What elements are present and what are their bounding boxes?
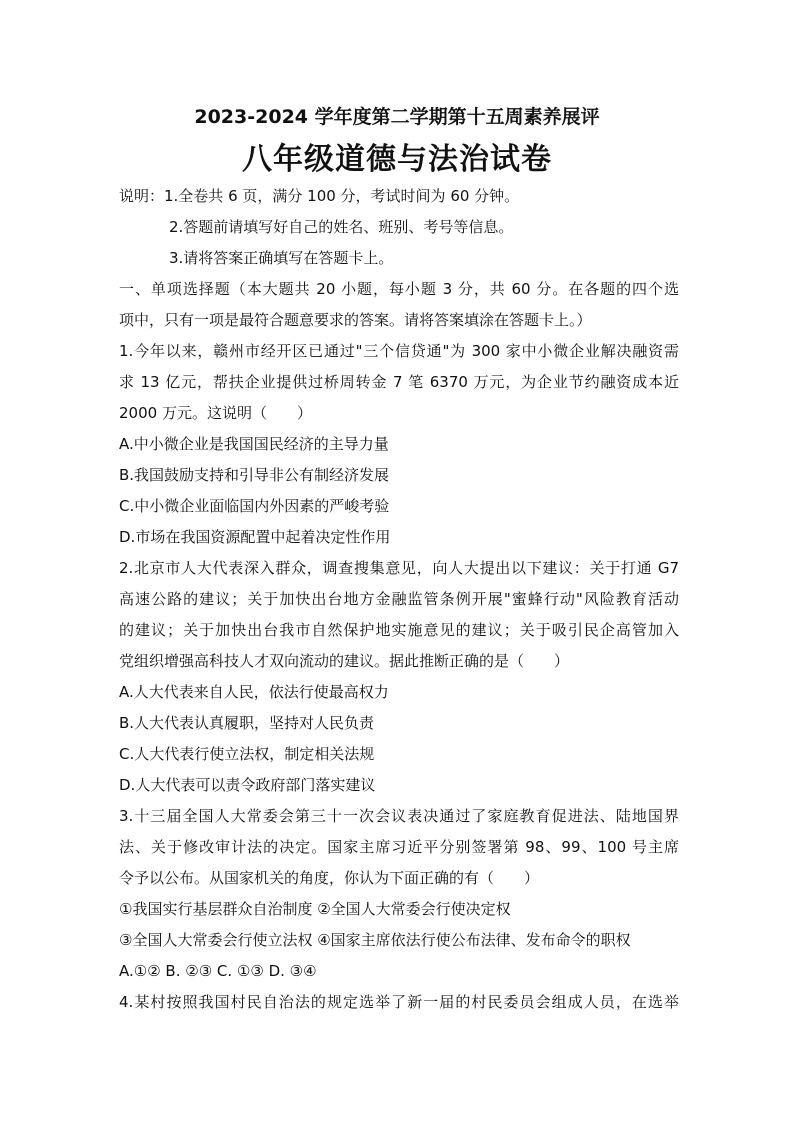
question-1-option-d: D.市场在我国资源配置中起着决定性作用 xyxy=(119,528,391,546)
question-2-stem: 党组织增强高科技人才双向流动的建议。据此推断正确的是（ ） xyxy=(119,652,570,670)
question-4-stem: 4.某村按照我国村民自治法的规定选举了新一届的村民委员会组成人员，在选举 xyxy=(119,993,679,1011)
instruction-line: 2.答题前请填写好自己的姓名、班别、考号等信息。 xyxy=(169,218,514,236)
question-1-option-c: C.中小微企业面临国内外因素的严峻考验 xyxy=(119,497,390,515)
question-3-stem: 法、关于修改审计法的决定。国家主席习近平分别签署第 98、99、100 号主席 xyxy=(119,838,679,856)
question-2-stem: 的建议；关于加快出台我市自然保护地实施意见的建议；关于吸引民企高管加入 xyxy=(119,621,679,639)
question-1-stem: 求 13 亿元，帮扶企业提供过桥周转金 7 笔 6370 万元，为企业节约融资成本近 xyxy=(119,373,679,391)
question-2-option-c: C.人大代表行使立法权，制定相关法规 xyxy=(119,745,375,763)
question-3-choices: A.①② B. ②③ C. ①③ D. ③④ xyxy=(119,962,317,980)
question-2-stem: 2.北京市人大代表深入群众，调查搜集意见，向人大提出以下建议：关于打通 G7 xyxy=(119,559,679,577)
instruction-line: 3.请将答案正确填写在答题卡上。 xyxy=(169,249,394,267)
exam-subtitle: 2023-2024 学年度第二学期第十五周素养展评 xyxy=(194,106,600,128)
question-3-stem: 3.十三届全国人大常委会第三十一次会议表决通过了家庭教育促进法、陆地国界 xyxy=(119,807,679,825)
question-3-statements: ①我国实行基层群众自治制度 ②全国人大常委会行使决定权 xyxy=(119,900,511,918)
question-2-option-d: D.人大代表可以责令政府部门落实建议 xyxy=(119,776,376,794)
section-heading: 一、单项选择题（本大题共 20 小题，每小题 3 分，共 60 分。在各题的四个选 xyxy=(119,280,679,298)
question-2-stem: 高速公路的建议；关于加快出台地方金融监管条例开展"蜜蜂行动"风险教育活动 xyxy=(119,590,679,608)
instruction-line: 说明：1.全卷共 6 页，满分 100 分，考试时间为 60 分钟。 xyxy=(119,187,520,205)
question-1-option-b: B.我国鼓励支持和引导非公有制经济发展 xyxy=(119,466,390,484)
section-heading: 项中，只有一项是最符合题意要求的答案。请将答案填涂在答题卡上。） xyxy=(119,311,592,329)
question-1-stem: 2000 万元。这说明（ ） xyxy=(119,404,312,422)
exam-title: 八年级道德与法治试卷 xyxy=(242,142,552,177)
exam-body xyxy=(119,181,679,1018)
question-3-statements: ③全国人大常委会行使立法权 ④国家主席依法行使公布法律、发布命令的职权 xyxy=(119,931,631,949)
question-1-option-a: A.中小微企业是我国国民经济的主导力量 xyxy=(119,435,389,453)
question-2-option-b: B.人大代表认真履职，坚持对人民负责 xyxy=(119,714,375,732)
question-2-option-a: A.人大代表来自人民，依法行使最高权力 xyxy=(119,683,389,701)
question-3-stem: 令予以公布。从国家机关的角度，你认为下面正确的有（ ） xyxy=(119,869,540,887)
question-1-stem: 1.今年以来，赣州市经开区已通过"三个信贷通"为 300 家中小微企业解决融资需 xyxy=(119,342,679,360)
